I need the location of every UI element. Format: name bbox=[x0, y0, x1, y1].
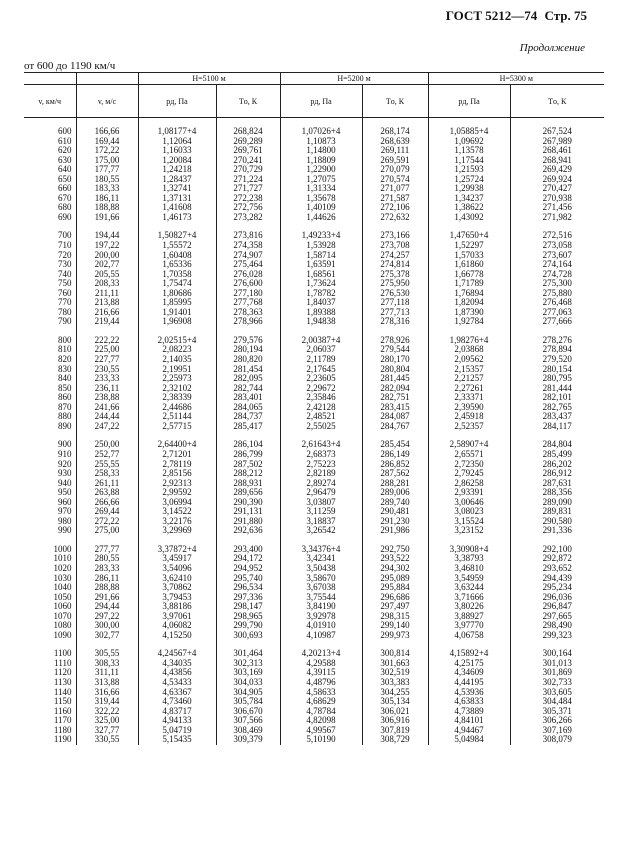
table-row-group bbox=[24, 231, 604, 326]
cell-t2: 278,926 279,544 280,170 280,804 281,445 282,094 282,751 283,415 284,087 284,767 bbox=[362, 336, 428, 431]
cell-v_ms: 222,22 225,00 227,77 230,55 233,33 236,11 238,88 241,66 244,44 247,22 bbox=[76, 336, 138, 431]
table-row-group bbox=[24, 127, 604, 222]
cell-p3: 2,58907+4 2,65571 2,72350 2,79245 2,86258 2,93391 3,00646 3,08023 3,15524 3,23152 bbox=[428, 440, 510, 535]
cell-t3: 300,164 301,013 301,869 302,733 303,605 304,484 305,371 306,266 307,169 308,079 bbox=[542, 648, 572, 745]
cell-p1: 2,64400+4 2,71201 2,78119 2,85156 2,92313 2,99592 3,06994 3,14522 3,22176 3,29969 bbox=[138, 440, 216, 535]
cell-t2: 285,454 286,149 286,852 287,562 288,281 289,006 289,740 290,481 291,230 291,986 bbox=[362, 440, 428, 535]
col-v-ms: v, м/с bbox=[76, 85, 138, 118]
col-p-1: pд, Па bbox=[138, 85, 216, 118]
cell-p2: 2,00387+4 2,06037 2,11789 2,17645 2,23605 2,29672 2,35846 2,42128 2,48521 2,55025 bbox=[280, 336, 362, 431]
cell-t1: 273,816 274,358 274,907 275,464 276,028 276,600 277,180 277,768 278,363 278,966 bbox=[216, 231, 280, 326]
cell-t1: 301,464 302,313 303,169 304,033 304,905 305,784 306,670 307,566 308,469 309,379 bbox=[216, 649, 280, 744]
page-header bbox=[442, 8, 587, 24]
cell-p2: 2,61643+4 2,68373 2,75223 2,82189 2,89274 2,96479 3,03807 3,11259 3,18837 3,26542 bbox=[280, 440, 362, 535]
altitude-1: H=5100 м bbox=[138, 73, 280, 85]
cell-p2: 3,34376+4 3,42341 3,50438 3,58670 3,67038 3,75544 3,84190 3,92978 4,01910 4,10987 bbox=[280, 545, 362, 640]
cell-t1: 286,104 286,799 287,502 288,212 288,931 289,656 290,390 291,131 291,880 292,636 bbox=[216, 440, 280, 535]
cell-p3: 1,05885+4 1,09692 1,13578 1,17544 1,21593 1,25724 1,29938 1,34237 1,38622 1,43092 bbox=[428, 127, 510, 222]
cell-t3: 267,524 267,989 268,461 268,941 269,429 269,924 270,427 270,938 271,456 271,982 bbox=[542, 126, 572, 222]
page-number: Стр. 75 bbox=[544, 8, 587, 23]
altitude-header-row bbox=[24, 73, 604, 85]
cell-p3: 4,15892+4 4,25175 4,34609 4,44195 4,53936 4,63833 4,73889 4,84101 4,94467 5,04984 bbox=[428, 649, 510, 744]
table-row-group bbox=[24, 440, 604, 535]
cell-p1: 1,08177+4 1,12064 1,16033 1,20084 1,24218 1,28437 1,32741 1,37131 1,41608 1,46173 bbox=[138, 127, 216, 222]
cell-t2: 300,814 301,663 302,519 303,383 304,255 305,134 306,021 306,916 307,819 308,729 bbox=[362, 649, 428, 744]
cell-v_ms: 305,55 308,33 311,11 313,88 316,66 319,44 322,22 325,00 327,77 330,55 bbox=[76, 649, 138, 744]
cell-p2: 1,07026+4 1,10873 1,14800 1,18809 1,22900 1,27075 1,31334 1,35678 1,40109 1,44626 bbox=[280, 127, 362, 222]
cell-v_kmh: 900 910 920 930 940 950 960 970 980 990 bbox=[24, 440, 76, 535]
cell-p2: 1,49233+4 1,53928 1,58714 1,63591 1,68561 1,73624 1,78782 1,84037 1,89388 1,94838 bbox=[280, 231, 362, 326]
cell-p1: 4,24567+4 4,34035 4,43856 4,53433 4,63367 4,73460 4,83717 4,94133 5,04719 5,15435 bbox=[138, 649, 216, 744]
table-row-group bbox=[24, 336, 604, 431]
cell-p3: 1,47650+4 1,52297 1,57033 1,61860 1,66778 1,71789 1,76894 1,82094 1,87390 1,92784 bbox=[428, 231, 510, 326]
cell-p3: 1,98276+4 2,03868 2,09562 2,15357 2,21257 2,27261 2,33371 2,39590 2,45918 2,52357 bbox=[428, 336, 510, 431]
table-row-group bbox=[24, 545, 604, 640]
cell-v_kmh: 1100 1110 1120 1130 1140 1150 1160 1170 1180 1190 bbox=[24, 649, 76, 744]
cell-v_ms: 166,66 169,44 172,22 175,00 177,77 180,55 183,33 186,11 188,88 191,66 bbox=[76, 127, 138, 222]
col-t-2: Tо, К bbox=[362, 85, 428, 118]
cell-p3: 3,30908+4 3,38793 3,46810 3,54959 3,63244 3,71666 3,80226 3,88927 3,97770 4,06758 bbox=[428, 545, 510, 640]
cell-v_kmh: 700 710 720 730 740 750 760 770 780 790 bbox=[24, 231, 76, 326]
altitude-2: H=5200 м bbox=[280, 73, 428, 85]
col-v-kmh: v, км/ч bbox=[24, 85, 76, 118]
cell-v_kmh: 800 810 820 830 840 850 860 870 880 890 bbox=[24, 336, 76, 431]
cell-p2: 4,20213+4 4,29588 4,39115 4,48796 4,58633 4,68629 4,78784 4,82098 4,99567 5,10190 bbox=[280, 649, 362, 744]
cell-t3: 284,804 285,499 286,202 286,912 287,631 288,356 289,090 289,831 290,580 291,336 bbox=[542, 439, 572, 536]
cell-v_ms: 277,77 280,55 283,33 286,11 288,88 291,66 294,44 297,22 300,00 302,77 bbox=[76, 545, 138, 640]
col-p-3: pд, Па bbox=[428, 85, 510, 118]
table-row-group bbox=[24, 649, 604, 744]
cell-t1: 293,400 294,172 294,952 295,740 296,534 297,336 298,147 298,965 299,790 300,693 bbox=[216, 545, 280, 640]
cell-t2: 268,174 268,639 269,111 269,591 270,079 270,574 271,077 271,587 272,106 272,632 bbox=[362, 127, 428, 222]
speed-range: от 600 до 1190 км/ч bbox=[24, 60, 116, 72]
cell-t1: 268,824 269,289 269,761 270,241 270,729 271,224 271,727 272,238 272,756 273,282 bbox=[216, 127, 280, 222]
standard-number: ГОСТ 5212—74 bbox=[445, 8, 538, 23]
table-body bbox=[24, 118, 604, 745]
col-p-2: pд, Па bbox=[280, 85, 362, 118]
col-t-3: Tо, К bbox=[510, 85, 604, 118]
continuation-label: Продолжение bbox=[519, 42, 585, 54]
atmosphere-table bbox=[24, 72, 604, 745]
cell-v_kmh: 1000 1010 1020 1030 1040 1050 1060 1070 1080 1090 bbox=[24, 545, 76, 640]
cell-t3: 292,100 292,872 293,652 294,439 295,234 296,036 296,847 297,665 298,490 299,323 bbox=[542, 543, 572, 640]
cell-v_ms: 250,00 252,77 255,55 258,33 261,11 263,88 266,66 269,44 272,22 275,00 bbox=[76, 440, 138, 535]
altitude-3: H=5300 м bbox=[428, 73, 604, 85]
cell-t1: 279,576 280,194 280,820 281,454 282,095 282,744 283,401 284,065 284,737 285,417 bbox=[216, 336, 280, 431]
cell-v_ms: 194,44 197,22 200,00 202,77 205,55 208,33 211,11 213,88 216,66 219,44 bbox=[76, 231, 138, 326]
cell-v_kmh: 600 610 620 630 640 650 660 670 680 690 bbox=[24, 127, 76, 222]
cell-p1: 2,02515+4 2,08223 2,14035 2,19951 2,25973 2,32102 2,38339 2,44686 2,51144 2,57715 bbox=[138, 336, 216, 431]
cell-t3: 278,276 278,894 279,520 280,154 280,795 281,444 282,101 282,765 283,437 284,117 bbox=[542, 334, 572, 431]
column-header-row bbox=[24, 85, 604, 118]
cell-p1: 3,37872+4 3,45917 3,54096 3,62410 3,70862 3,79453 3,88186 3,97061 4,06082 4,15250 bbox=[138, 545, 216, 640]
cell-t3: 272,516 273,058 273,607 274,164 274,728 275,300 275,880 276,468 277,063 277,666 bbox=[542, 230, 572, 327]
cell-t2: 273,166 273,708 274,257 274,814 275,378 275,950 276,530 277,118 277,713 278,316 bbox=[362, 231, 428, 326]
col-t-1: Tо, К bbox=[216, 85, 280, 118]
cell-t2: 292,750 293,522 294,302 295,089 295,884 296,686 297,497 298,315 299,140 299,973 bbox=[362, 545, 428, 640]
cell-p1: 1,50827+4 1,55572 1,60408 1,65336 1,70358 1,75474 1,80686 1,85995 1,91401 1,96908 bbox=[138, 231, 216, 326]
